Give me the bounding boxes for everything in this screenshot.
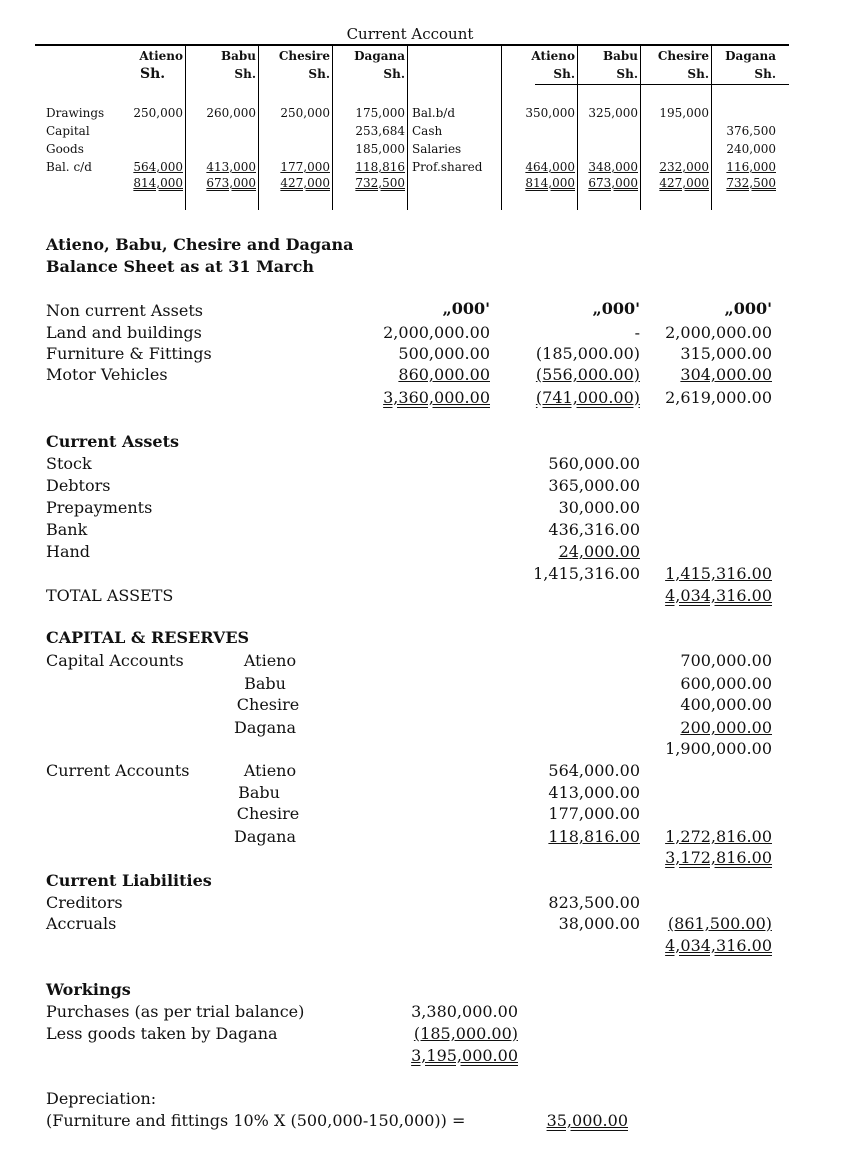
row-label: Bank — [46, 520, 88, 539]
cell: 365,000.00 — [548, 476, 640, 495]
cell: 560,000.00 — [548, 454, 640, 473]
cell: 673,000 — [206, 176, 256, 190]
cell: 195,000 — [659, 106, 709, 120]
credit-header-babu: Babu — [602, 49, 638, 63]
row-label: Hand — [46, 542, 91, 561]
row-label: Accruals — [46, 914, 117, 933]
debit-header-babu: Babu — [220, 49, 256, 63]
debit-header-dagana: Dagana — [354, 49, 405, 63]
cell: 118,816 — [355, 160, 405, 174]
cell: 436,316.00 — [548, 520, 640, 539]
row-label: Debtors — [46, 476, 111, 495]
cell: 814,000 — [133, 176, 183, 190]
partner-name: Atieno — [243, 761, 297, 780]
row-label-prof-shared: Prof.shared — [412, 160, 483, 174]
partner-name: Dagana — [234, 718, 296, 737]
balance-sheet-title-2: Balance Sheet as at 31 March — [46, 257, 314, 276]
credit-unit-chesire: Sh. — [687, 67, 709, 81]
row-label-bal-bd: Bal.b/d — [412, 106, 456, 120]
partner-name: Chesire — [236, 695, 300, 714]
balance-sheet-title-1: Atieno, Babu, Chesire and Dagana — [46, 235, 354, 254]
total-cell: (741,000.00) — [535, 388, 640, 407]
depreciation-heading: Depreciation: — [46, 1089, 157, 1108]
total-cell: 3,360,000.00 — [383, 388, 490, 407]
column-rule — [640, 45, 641, 210]
depreciation-formula: (Furniture and fittings 10% X (500,000-150,000)) = — [46, 1111, 466, 1130]
debit-unit-chesire: Sh. — [308, 67, 330, 81]
cell: 177,000 — [280, 160, 330, 174]
cell: 24,000.00 — [558, 542, 640, 561]
row-label: Stock — [46, 454, 92, 473]
column-rule — [258, 45, 259, 210]
column-rule — [577, 45, 578, 210]
cell: 814,000 — [525, 176, 575, 190]
credit-header-dagana: Dagana — [725, 49, 776, 63]
cell: 304,000.00 — [680, 365, 772, 384]
cell: 325,000 — [588, 106, 638, 120]
cell: 116,000 — [726, 160, 776, 174]
row-label: Furniture & Fittings — [46, 344, 212, 363]
credit-header-atieno: Atieno — [531, 49, 575, 63]
cell: 260,000 — [206, 106, 256, 120]
row-label-capital: Capital — [46, 124, 90, 138]
column-rule — [332, 45, 333, 210]
col-header-1: „000' — [442, 299, 490, 318]
cell: 200,000.00 — [680, 718, 772, 737]
debit-unit-babu: Sh. — [234, 67, 256, 81]
row-label: Land and buildings — [46, 323, 202, 342]
cell: 732,500 — [726, 176, 776, 190]
cell: 464,000 — [525, 160, 575, 174]
cell: 185,000 — [355, 142, 405, 156]
capital-total: 1,900,000.00 — [665, 739, 772, 758]
capital-accounts-label: Capital Accounts — [46, 651, 184, 670]
debit-header-atieno: Atieno — [139, 49, 183, 63]
liabilities-total: (861,500.00) — [667, 914, 772, 933]
current-total: 1,272,816.00 — [665, 827, 772, 846]
workings-heading: Workings — [46, 980, 131, 999]
cell: 240,000 — [726, 142, 776, 156]
cell: 413,000.00 — [548, 783, 640, 802]
cell: 427,000 — [280, 176, 330, 190]
current-liabilities-heading: Current Liabilities — [46, 871, 212, 890]
total-assets-value: 4,034,316.00 — [665, 586, 772, 605]
cell: 348,000 — [588, 160, 638, 174]
total-assets-label: TOTAL ASSETS — [46, 586, 174, 605]
current-assets-heading: Current Assets — [46, 432, 180, 451]
cell: 673,000 — [588, 176, 638, 190]
less-goods-label: Less goods taken by Dagana — [46, 1024, 278, 1043]
less-goods-value: (185,000.00) — [413, 1024, 518, 1043]
depreciation-value: 35,000.00 — [546, 1111, 628, 1130]
cell: 250,000 — [280, 106, 330, 120]
cell: 413,000 — [206, 160, 256, 174]
debit-unit-dagana: Sh. — [383, 67, 405, 81]
partner-name: Atieno — [243, 651, 297, 670]
cell: (556,000.00) — [535, 365, 640, 384]
cell: - — [634, 323, 640, 342]
combined-total: 3,172,816.00 — [665, 848, 772, 867]
carried-cell: 1,415,316.00 — [665, 564, 772, 583]
cell: 860,000.00 — [398, 365, 490, 384]
table-header-rule — [535, 84, 789, 85]
cell: 30,000.00 — [558, 498, 640, 517]
row-label-cash: Cash — [412, 124, 443, 138]
current-accounts-label: Current Accounts — [46, 761, 190, 780]
row-label: Prepayments — [46, 498, 153, 517]
partner-name: Babu — [244, 674, 286, 693]
row-label-bal-cd: Bal. c/d — [46, 160, 92, 174]
cell: 427,000 — [659, 176, 709, 190]
row-label-salaries: Salaries — [412, 142, 462, 156]
cell: 400,000.00 — [680, 695, 772, 714]
non-current-heading: Non current Assets — [46, 301, 203, 320]
cell: 177,000.00 — [548, 804, 640, 823]
column-rule — [407, 45, 408, 210]
row-label-goods: Goods — [46, 142, 84, 156]
column-rule — [185, 45, 186, 210]
column-rule — [711, 45, 712, 210]
partner-name: Babu — [238, 783, 280, 802]
table-top-rule — [35, 44, 789, 46]
cell: 118,816.00 — [548, 827, 640, 846]
cell: 500,000.00 — [398, 344, 490, 363]
col-header-2: „000' — [592, 299, 640, 318]
total-cell: 2,619,000.00 — [665, 388, 772, 407]
purchases-value: 3,380,000.00 — [411, 1002, 518, 1021]
cell: 2,000,000.00 — [665, 323, 772, 342]
cell: 175,000 — [355, 106, 405, 120]
debit-header-chesire: Chesire — [278, 49, 330, 63]
partner-name: Dagana — [234, 827, 296, 846]
cell: 38,000.00 — [558, 914, 640, 933]
debit-unit-atieno: Sh. — [140, 66, 166, 82]
current-account-title: Current Account — [346, 25, 474, 43]
col-header-3: „000' — [724, 299, 772, 318]
row-label: Motor Vehicles — [46, 365, 168, 384]
cell: 564,000 — [133, 160, 183, 174]
column-rule — [501, 45, 502, 210]
cell: 232,000 — [659, 160, 709, 174]
cell: 732,500 — [355, 176, 405, 190]
subtotal-cell: 1,415,316.00 — [533, 564, 640, 583]
capital-reserves-heading: CAPITAL & RESERVES — [46, 628, 250, 647]
grand-total: 4,034,316.00 — [665, 936, 772, 955]
cell: (185,000.00) — [535, 344, 640, 363]
cell: 253,684 — [355, 124, 405, 138]
credit-unit-babu: Sh. — [616, 67, 638, 81]
row-label-drawings: Drawings — [46, 106, 105, 120]
cell: 2,000,000.00 — [383, 323, 490, 342]
credit-header-chesire: Chesire — [657, 49, 709, 63]
cell: 250,000 — [133, 106, 183, 120]
cell: 700,000.00 — [680, 651, 772, 670]
cell: 600,000.00 — [680, 674, 772, 693]
cell: 350,000 — [525, 106, 575, 120]
row-label: Creditors — [46, 893, 123, 912]
credit-unit-atieno: Sh. — [553, 67, 575, 81]
purchases-label: Purchases (as per trial balance) — [46, 1002, 305, 1021]
cell: 564,000.00 — [548, 761, 640, 780]
cell: 376,500 — [726, 124, 776, 138]
net-purchases-value: 3,195,000.00 — [411, 1046, 518, 1065]
cell: 315,000.00 — [680, 344, 772, 363]
credit-unit-dagana: Sh. — [754, 67, 776, 81]
partner-name: Chesire — [236, 804, 300, 823]
cell: 823,500.00 — [548, 893, 640, 912]
